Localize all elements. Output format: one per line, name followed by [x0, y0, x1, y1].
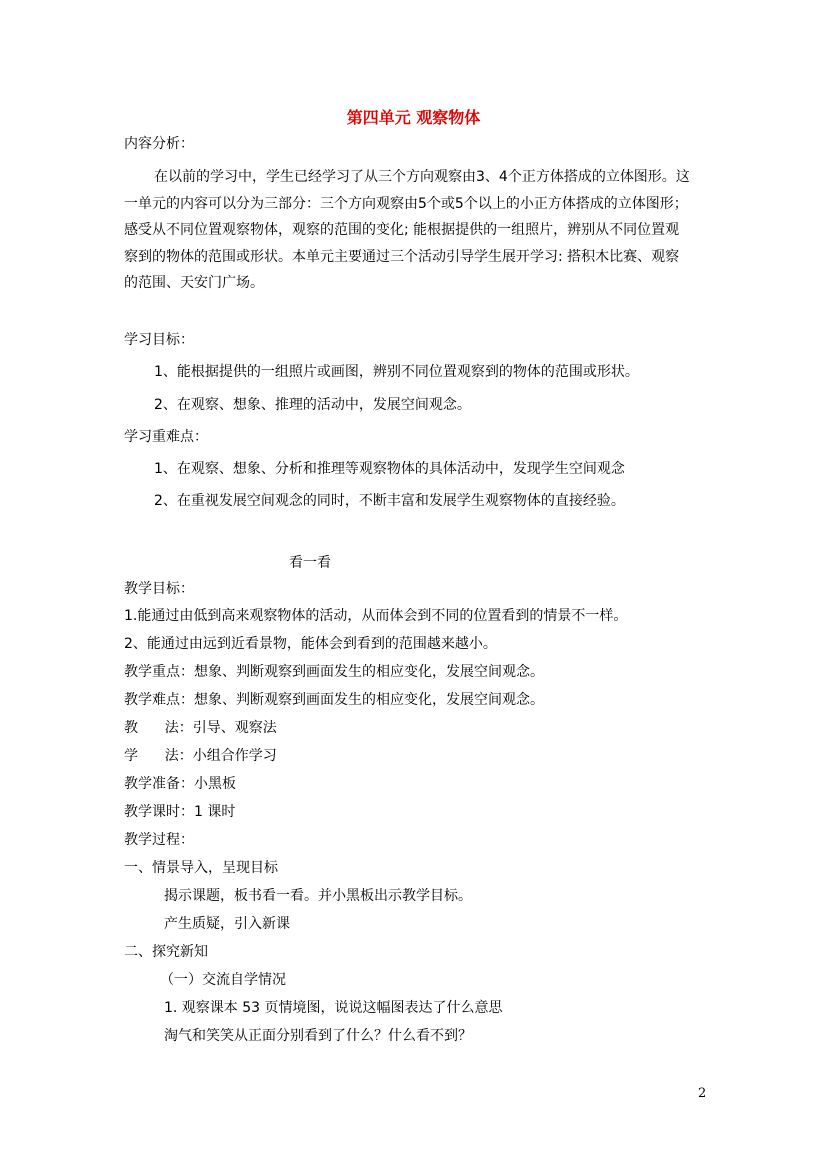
teaching-hours: 教学课时：1 课时 [124, 804, 236, 820]
step-text: 揭示课题，板书看一看。并小黑板出示教学目标。 [164, 888, 472, 904]
paragraph-line: 感受从不同位置观察物体，观察的范围的变化; 能根据提供的一组照片，辨别从不同位置观 [124, 222, 680, 238]
page-number: 2 [698, 1086, 707, 1101]
difficulties-heading: 学习重难点： [124, 429, 208, 445]
difficulty-item: 2、在重视发展空间观念的同时，不断丰富和发展学生观察物体的直接经验。 [154, 493, 625, 509]
key-point: 教学重点：想象、判断观察到画面发生的相应变化，发展空间观念。 [124, 664, 544, 680]
difficulty-item: 1、在观察、想象、分析和推理等观察物体的具体活动中，发现学生空间观念 [154, 461, 625, 477]
paragraph-line: 察到的物体的范围或形状。本单元主要通过三个活动引导学生展开学习: 搭积木比赛、观察 [124, 248, 680, 265]
paragraph-line: 一单元的内容可以分为三部分：三个方向观察由5个或5个以上的小正方体搭成的立体图形； [124, 195, 688, 212]
content-analysis-heading: 内容分析： [124, 136, 194, 152]
lesson-goal-item: 1.能通过由低到高来观察物体的活动，从而体会到不同的位置看到的情景不一样。 [124, 608, 628, 624]
step-text: 产生质疑，引入新课 [164, 916, 290, 932]
step-heading: 二、探究新知 [124, 944, 208, 960]
objective-item: 2、在观察、想象、推理的活动中，发展空间观念。 [154, 397, 471, 413]
teach-method: 教 法：引导、观察法 [124, 720, 277, 736]
unit-title: 第四单元 观察物体 [346, 108, 481, 127]
paragraph-line: 在以前的学习中，学生已经学习了从三个方向观察由3、4个正方体搭成的立体图形。这 [154, 169, 690, 185]
lesson-title: 看一看 [289, 555, 331, 571]
process-heading: 教学过程： [124, 832, 194, 848]
objective-item: 1、能根据提供的一组照片或画图，辨别不同位置观察到的物体的范围或形状。 [154, 364, 639, 380]
content-analysis-paragraph [124, 164, 714, 297]
lesson-goal-item: 2、能通过由远到近看景物，能体会到看到的范围越来越小。 [124, 636, 497, 652]
paragraph-line: 的范围、天安门广场。 [124, 275, 264, 291]
step-text: 淘气和笑笑从正面分别看到了什么？什么看不到？ [164, 1028, 472, 1044]
step-subheading: （一）交流自学情况 [160, 972, 286, 988]
step-heading: 一、情景导入，呈现目标 [124, 860, 278, 876]
teaching-prep: 教学准备：小黑板 [124, 776, 236, 792]
objectives-heading: 学习目标： [124, 332, 194, 348]
learn-method: 学 法：小组合作学习 [124, 748, 277, 764]
step-text: 1. 观察课本 53 页情境图，说说这幅图表达了什么意思 [164, 1000, 503, 1016]
lesson-goal-heading: 教学目标： [124, 581, 194, 597]
hard-point: 教学难点：想象、判断观察到画面发生的相应变化，发展空间观念。 [124, 692, 544, 708]
